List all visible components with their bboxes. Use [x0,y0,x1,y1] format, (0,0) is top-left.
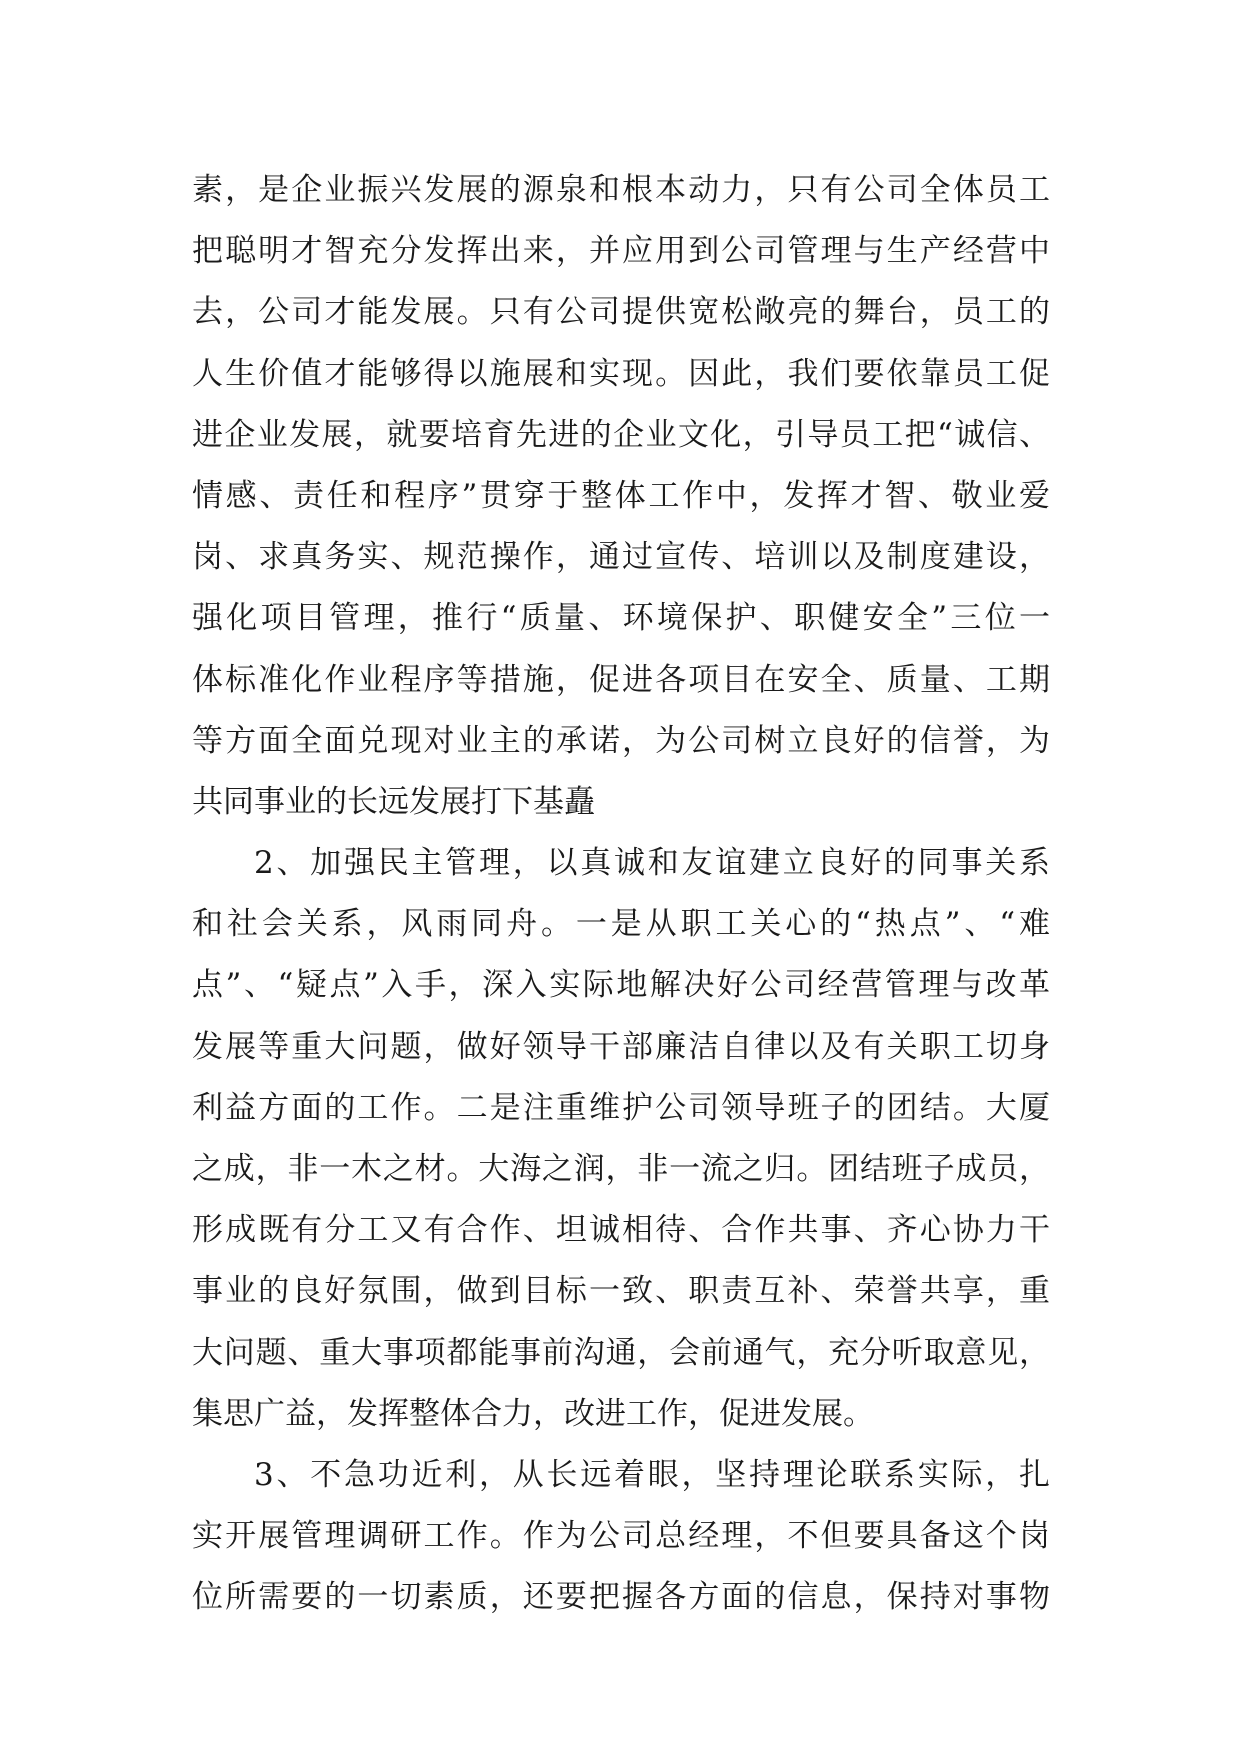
text-line: 人生价值才能够得以施展和实现。因此，我们要依靠员工促 [192,355,1050,392]
text-line: 发展等重大问题，做好领导干部廉洁自律以及有关职工切身 [192,1028,1050,1065]
text-line: 和社会关系，风雨同舟。一是从职工关心的“热点”、“难 [192,906,1050,943]
text-line: 体标准化作业程序等措施，促进各项目在安全、质量、工期 [192,661,1050,698]
text-line: 等方面全面兑现对业主的承诺，为公司树立良好的信誉，为 [192,722,1050,759]
paragraph-3 [192,1445,1050,1629]
text-line: 把聪明才智充分发挥出来，并应用到公司管理与生产经营中 [192,233,1050,270]
paragraph-2 [192,833,1050,1445]
text-line: 去，公司才能发展。只有公司提供宽松敞亮的舞台，员工的 [192,294,1050,331]
text-line: 3、不急功近利，从长远着眼，坚持理论联系实际，扎 [254,1456,1050,1493]
text-line: 岗、求真务实、规范操作，通过宣传、培训以及制度建设， [192,539,1050,576]
text-line: 2、加强民主管理，以真诚和友谊建立良好的同事关系 [254,845,1050,882]
text-line: 事业的良好氛围，做到目标一致、职责互补、荣誉共享，重 [192,1273,1050,1310]
text-line: 位所需要的一切素质，还要把握各方面的信息，保持对事物 [192,1579,1050,1616]
text-line: 实开展管理调研工作。作为公司总经理，不但要具备这个岗 [192,1518,1050,1555]
text-line: 利益方面的工作。二是注重维护公司领导班子的团结。大厦 [192,1089,1050,1126]
text-line: 集思广益，发挥整体合力，改进工作，促进发展。 [192,1395,874,1432]
text-line: 进企业发展，就要培育先进的企业文化，引导员工把“诚信、 [192,416,1050,453]
text-line: 共同事业的长远发展打下基矗 [192,783,595,820]
text-line: 之成，非一木之材。大海之润，非一流之归。团结班子成员， [192,1151,1050,1187]
text-line: 情感、责任和程序”贯穿于整体工作中，发挥才智、敬业爱 [192,477,1050,514]
text-line: 强化项目管理，推行“质量、环境保护、职健安全”三位一 [192,600,1050,637]
text-line: 点”、“疑点”入手，深入实际地解决好公司经营管理与改革 [192,967,1050,1004]
document-body [192,160,1050,1629]
text-line: 形成既有分工又有合作、坦诚相待、合作共事、齐心协力干 [192,1212,1050,1249]
text-line: 大问题、重大事项都能事前沟通，会前通气，充分听取意见， [192,1334,1050,1371]
paragraph-1 [192,160,1050,833]
text-line: 素，是企业振兴发展的源泉和根本动力，只有公司全体员工 [192,172,1050,208]
